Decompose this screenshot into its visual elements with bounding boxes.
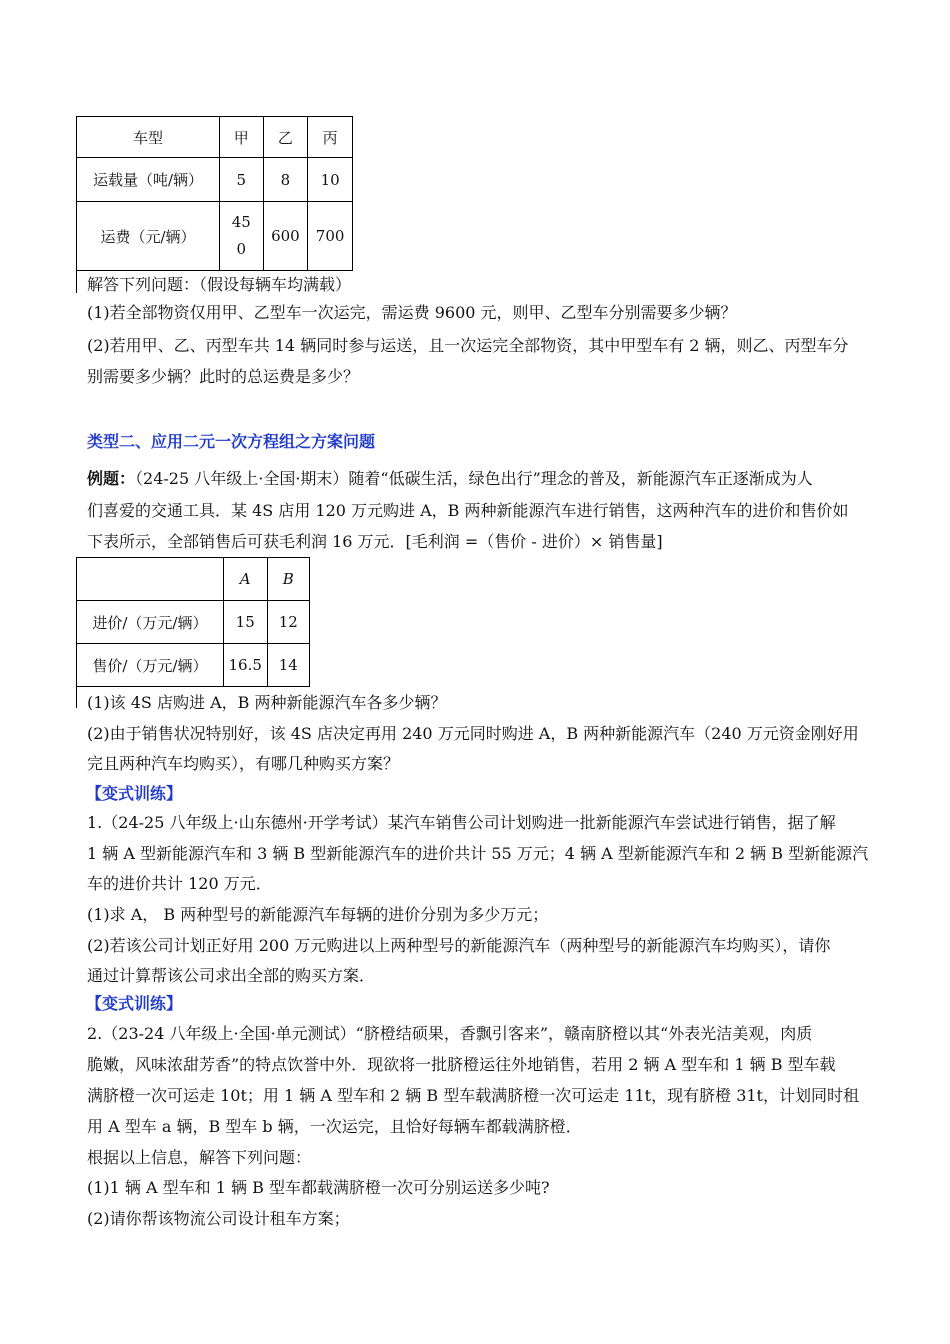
section-heading: 类型二、应用二元一次方程组之方案问题 — [87, 432, 376, 451]
variant1-question-1: (1)求 A， B 两种型号的新能源汽车每辆的进价分别为多少万元； — [87, 905, 549, 924]
question-2: (2)若用甲、乙、丙型车共 14 辆同时参与运送，且一次运完全部物资，其中甲型车有 2 辆，则乙、丙型车分 — [87, 336, 849, 355]
table-cell: 600 — [263, 202, 308, 271]
left-rule — [76, 686, 77, 708]
table-cell — [220, 202, 264, 271]
question-2-cont: 别需要多少辆？此时的总运费是多少？ — [87, 367, 360, 386]
table-cell: 售价/（万元/辆） — [77, 644, 224, 687]
table-header-cell — [267, 558, 309, 601]
table-cell: 15 — [223, 601, 267, 644]
table-cell: 700 — [308, 202, 353, 271]
col-a: A — [239, 570, 251, 588]
variant-label: 【变式训练】 — [86, 994, 183, 1013]
table-header-cell — [77, 558, 224, 601]
table-header-cell — [223, 558, 267, 601]
table-cell: 16.5 — [223, 644, 267, 687]
table-cell: 12 — [267, 601, 309, 644]
variant2-line-2: 脆嫩，风味浓甜芳香”的特点饮誉中外．现欲将一批脐橙运往外地销售，若用 2 辆 A 型车和 1 辆 B 型车载 — [87, 1055, 836, 1074]
variant2-question-2: (2)请你帮该物流公司设计租车方案； — [87, 1209, 350, 1228]
left-rule — [76, 271, 77, 293]
table-header-cell: 车型 — [77, 117, 220, 158]
variant1-line-1: 1.（24-25 八年级上·山东德州·开学考试）某汽车销售公司计划购进一批新能源汽车尝试进行销售，据了解 — [87, 813, 836, 832]
table-cell: 14 — [267, 644, 309, 687]
example-question-2: (2)由于销售状况特别好，该 4S 店决定再用 240 万元同时购进 A，B 两种新能源汽车（240 万元资金刚好用 — [87, 724, 859, 743]
example-question-1: (1)该 4S 店购进 A，B 两种新能源汽车各多少辆？ — [87, 693, 447, 712]
question-1: (1)若全部物资仅用甲、乙型车一次运完，需运费 9600 元，则甲、乙型车分别需要多少辆？ — [87, 303, 737, 322]
variant1-line-2: 1 辆 A 型新能源汽车和 3 辆 B 型新能源汽车的进价共计 55 万元；4 辆 A 型新能源汽车和 2 辆 B 型新能源汽 — [87, 844, 869, 863]
table-cell: 运载量（吨/辆） — [77, 158, 220, 202]
table-cell: 进价/（万元/辆） — [77, 601, 224, 644]
vehicle-table — [76, 116, 353, 271]
variant2-line-5: 根据以上信息，解答下列问题： — [87, 1148, 312, 1167]
table-header-cell: 甲 — [220, 117, 264, 158]
variant1-line-3: 车的进价共计 120 万元． — [87, 874, 272, 893]
example-line-1 — [87, 469, 813, 489]
variant2-line-3: 满脐橙一次可运走 10t；用 1 辆 A 型车和 2 辆 B 型车载满脐橙一次可运走 11t，现有脐橙 31t，计划同时租 — [87, 1086, 859, 1105]
table-cell-part: 45 — [231, 213, 251, 231]
table-cell: 运费（元/辆） — [77, 202, 220, 271]
table-header-cell: 丙 — [308, 117, 353, 158]
variant1-question-2: (2)若该公司计划正好用 200 万元购进以上两种型号的新能源汽车（两种型号的新能源汽车均购买），请你 — [87, 936, 831, 955]
table-cell: 5 — [220, 158, 264, 202]
variant2-question-1: (1)1 辆 A 型车和 1 辆 B 型车都载满脐橙一次可分别运送多少吨? — [87, 1178, 550, 1197]
example-line-2: 们喜爱的交通工具．某 4S 店用 120 万元购进 A，B 两种新能源汽车进行销售，这两种汽车的进价和售价如 — [87, 501, 849, 520]
variant-label: 【变式训练】 — [86, 784, 183, 803]
table-cell-part: 0 — [236, 240, 247, 258]
variant2-line-1: 2.（23-24 八年级上·全国·单元测试）“脐橙结硕果，香飘引客来”，赣南脐橙以其“外表光洁美观，肉质 — [87, 1024, 813, 1043]
example-label: 例题： — [87, 469, 136, 488]
table-cell: 10 — [308, 158, 353, 202]
example-question-2-cont: 完且两种汽车均购买），有哪几种购买方案？ — [87, 754, 400, 773]
example-text: （24-25 八年级上·全国·期末）随着“低碳生活，绿色出行”理念的普及，新能源汽车正逐渐成为人 — [135, 469, 813, 488]
variant1-question-2-cont: 通过计算帮该公司求出全部的购买方案． — [87, 966, 376, 985]
variant2-line-4: 用 A 型车 a 辆，B 型车 b 辆，一次运完，且恰好每辆车都载满脐橙． — [87, 1117, 582, 1136]
price-table — [76, 557, 310, 687]
instructions: 解答下列问题：（假设每辆车均满载） — [87, 275, 352, 294]
table-cell: 8 — [263, 158, 308, 202]
example-line-3: 下表所示，全部销售后可获毛利润 16 万元．[毛利润 =（售价 - 进价）× 销售量] — [87, 532, 663, 551]
table-header-cell: 乙 — [263, 117, 308, 158]
col-b: B — [282, 570, 294, 588]
